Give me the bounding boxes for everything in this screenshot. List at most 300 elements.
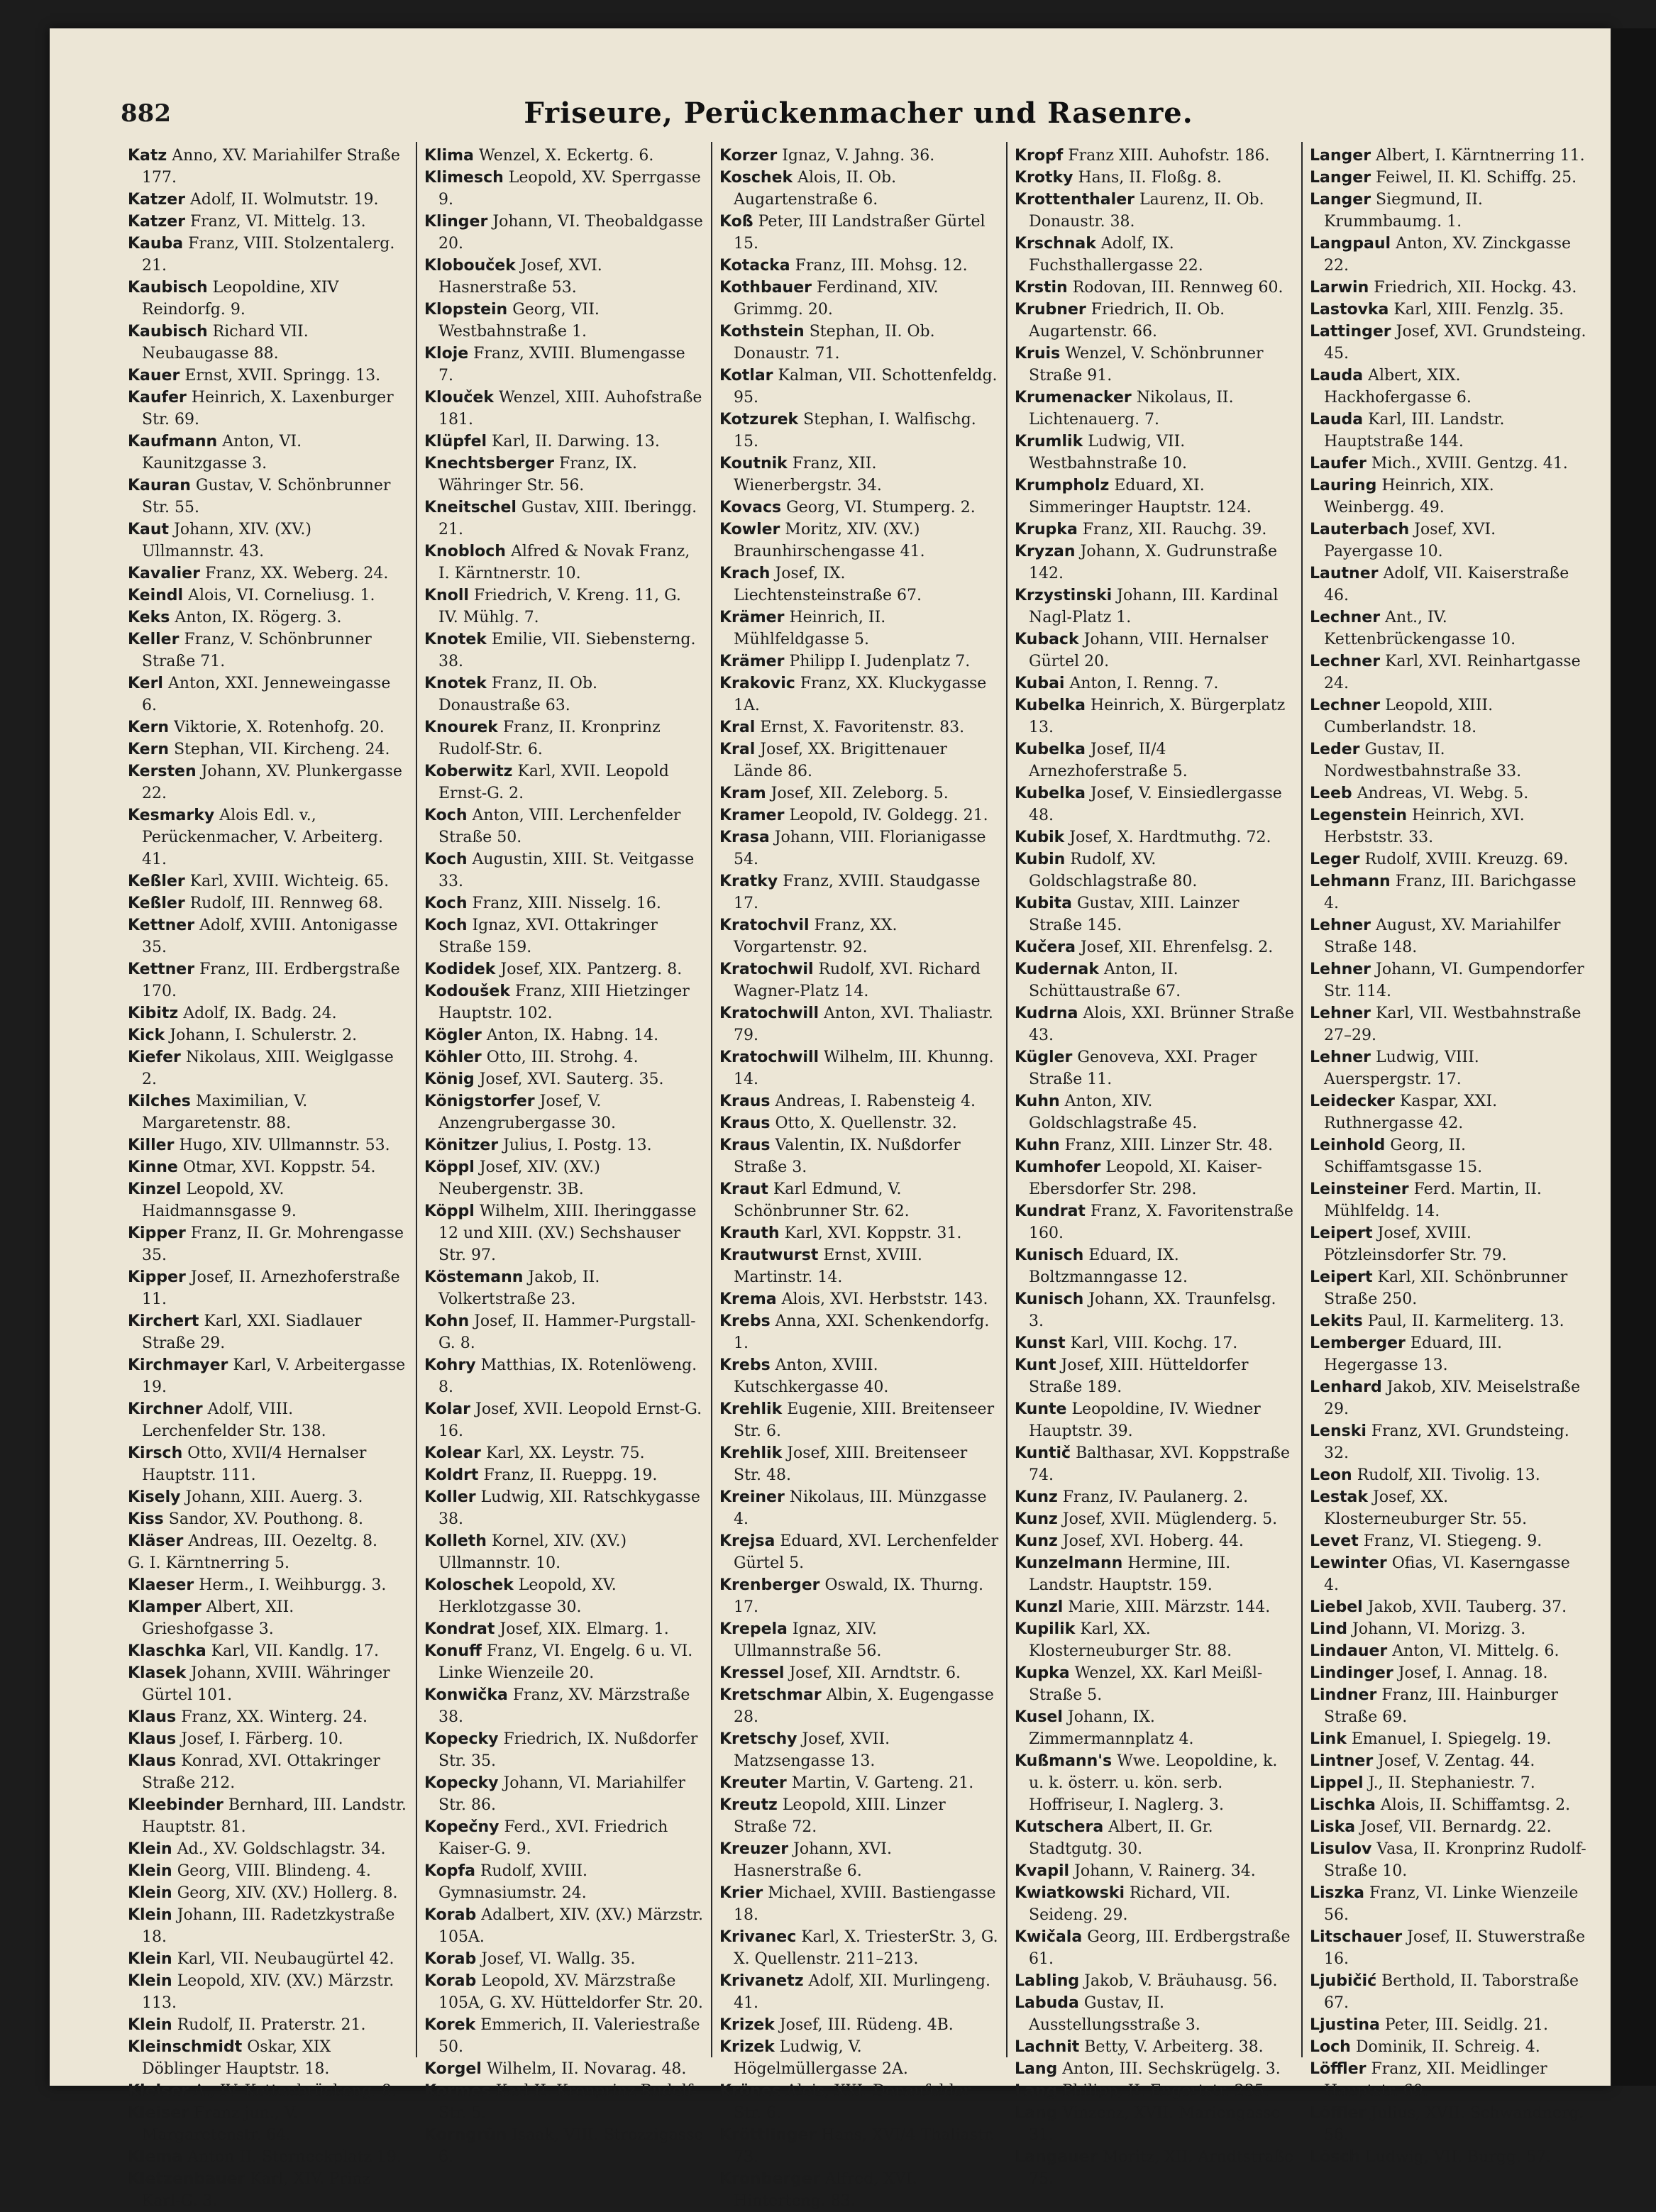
entry-name: Kirchert: [128, 1312, 199, 1330]
entry-name: Koloschek: [424, 1576, 514, 1594]
entry-details: Johann, XX. Traunfelsg. 3.: [1029, 1290, 1276, 1330]
entry-name: Kügler: [1015, 1049, 1073, 1066]
entry-name: Klaus: [128, 1752, 177, 1770]
directory-entry: [1310, 1772, 1589, 1794]
directory-entry: [424, 1310, 704, 1354]
directory-entry: [719, 2080, 999, 2124]
directory-entry: [424, 2014, 704, 2058]
directory-entry: [424, 1200, 704, 1266]
entry-details: Josef, II/4 Arnezhoferstraße 5.: [1029, 741, 1188, 780]
directory-entry: [128, 387, 409, 431]
entry-name: Kramer: [719, 807, 785, 824]
directory-entry: [128, 958, 409, 1002]
entry-details: Josef, V. Einsiedlergasse 48.: [1029, 785, 1282, 824]
directory-entry: [719, 1486, 999, 1530]
directory-entry: [128, 1838, 409, 1860]
entry-details: Peter, III. Seidlg. 21.: [1384, 2016, 1549, 2034]
directory-entry: [128, 739, 409, 761]
directory-entry: [424, 1442, 704, 1464]
directory-entry: [1310, 1310, 1589, 1332]
entry-name: Kinzel: [128, 1180, 182, 1198]
directory-entry: [424, 1728, 704, 1772]
directory-entry: [424, 1816, 704, 1860]
entry-details: Moritz, XIV. (XV.) Braunhirschengasse 41.: [734, 521, 925, 560]
directory-entry: [424, 1640, 704, 1684]
entry-name: Koß: [719, 213, 754, 231]
entry-details: Adolf, II. Wolmutstr. 19.: [190, 191, 379, 209]
entry-name: Lauda: [1310, 411, 1364, 428]
entry-details: Franz, III. Barichgasse 4.: [1324, 873, 1577, 912]
entry-name: Langpaul: [1310, 235, 1391, 253]
entry-details: Dominik, II. Schreig. 4.: [1355, 2038, 1540, 2056]
directory-entry: [1015, 1508, 1294, 1530]
entry-name: Kuntič: [1015, 1444, 1071, 1462]
entry-name: Legenstein: [1310, 807, 1408, 824]
entry-details: Georg, VI. Stumperg. 2.: [786, 499, 976, 516]
directory-entry: [1015, 1002, 1294, 1046]
entry-name: Kirsch: [128, 1444, 183, 1462]
directory-entry: [1310, 1794, 1589, 1816]
directory-entry: [1015, 2080, 1294, 2102]
directory-entry: [719, 1112, 999, 1134]
directory-entry: [1310, 695, 1589, 739]
entry-details: Josef, XVI. Sauterg. 35.: [479, 1071, 664, 1088]
entry-details: Franz, V. Schönbrunner Straße 71.: [142, 631, 372, 670]
entry-details: Johann, VI. Mariahilfer Str. 86.: [438, 1774, 685, 1814]
entry-details: Karl, XX. Leystr. 75.: [485, 1444, 645, 1462]
directory-entry: [1015, 1398, 1294, 1442]
directory-entry: [128, 233, 409, 277]
directory-column: [121, 142, 416, 2210]
directory-entry: [1015, 1552, 1294, 1596]
directory-entry: [128, 1222, 409, 1266]
entry-details: Josef, III. Rüdeng. 4B.: [779, 2016, 954, 2034]
entry-name: Kwiatkowski: [1015, 1884, 1125, 1902]
entry-details: Hermine, III. Landstr. Hauptstr. 159.: [1029, 1554, 1231, 1594]
entry-name: Kubelka: [1015, 697, 1086, 714]
entry-name: Ljustina: [1310, 2016, 1380, 2034]
entry-details: Anton, XIV. Goldschlagstraße 45.: [1029, 1093, 1198, 1132]
directory-entry: [128, 1354, 409, 1398]
directory-entry: [1310, 1662, 1589, 1684]
entry-name: Kutschera: [1015, 1818, 1104, 1836]
directory-entry: [128, 607, 409, 629]
entry-name: Korzer: [719, 147, 778, 165]
directory-entry: [1310, 409, 1589, 453]
entry-name: Kirchmayer: [128, 1356, 228, 1374]
entry-details: Balthasar, XVI. Koppstraße 74.: [1029, 1444, 1290, 1484]
entry-details: Heinrich, II. Mühlfeldgasse 5.: [734, 609, 886, 648]
directory-entry: [424, 1156, 704, 1200]
entry-details: Rudolf, XV. Goldschlagstraße 80.: [1029, 851, 1198, 890]
entry-details: Franz, XX. Vorgartenstr. 92.: [734, 917, 898, 956]
entry-name: Kleebinder: [128, 1796, 223, 1814]
entry-details: Alois, VI. Corneliusg. 1.: [188, 587, 375, 604]
directory-entry: [1015, 848, 1294, 892]
directory-entry: [128, 321, 409, 365]
entry-details: Franz, XX. Weberg. 24.: [204, 565, 389, 582]
entry-name: Krubner: [1015, 301, 1086, 319]
entry-name: Korek: [424, 2016, 476, 2034]
entry-name: Krotky: [1015, 169, 1073, 187]
directory-entry: [1310, 1420, 1589, 1464]
directory-entry: [719, 1530, 999, 1574]
entry-name: Kunte: [1015, 1400, 1067, 1418]
entry-details: Johann, VIII. Hernalser Gürtel 20.: [1029, 631, 1269, 670]
entry-name: Katzer: [128, 191, 185, 209]
entry-name: Liska: [1310, 1818, 1356, 1836]
entry-details: Georg, VII. Westbahnstraße 1.: [438, 301, 600, 341]
entry-details: Feiwel, II. Kl. Schiffg. 25.: [1376, 169, 1577, 187]
entry-details: Rudolf, II. Praterstr. 21.: [177, 2016, 366, 2034]
directory-entry: [1015, 1596, 1294, 1618]
entry-details: Oswald, IX. Thurng. 17.: [734, 1576, 984, 1616]
entry-name: Krumlik: [1015, 433, 1083, 450]
entry-name: Krönes: [719, 2082, 781, 2100]
directory-entry: [1310, 1178, 1589, 1222]
directory-entry: [1015, 1882, 1294, 1926]
entry-name: Klein: [128, 1884, 172, 1902]
entry-details: Franz, XV. Märzstraße 38.: [438, 1686, 690, 1726]
directory-entry: [128, 475, 409, 519]
directory-entry: [1310, 1002, 1589, 1046]
directory-entry: [128, 1508, 409, 1530]
entry-name: Lenhard: [1310, 1378, 1382, 1396]
directory-entry: [1015, 2102, 1294, 2146]
entry-name: Krasa: [719, 829, 770, 846]
entry-name: Keßler: [128, 873, 185, 890]
directory-entry: [424, 255, 704, 299]
directory-entry: [719, 1046, 999, 1090]
entry-name: Kleinschmidt: [128, 2038, 243, 2056]
entry-name: Kreuzer: [719, 1840, 789, 1858]
entry-name: Kvapil: [1015, 1862, 1070, 1880]
entry-name: Kudernak: [1015, 961, 1099, 978]
directory-entry: [1015, 519, 1294, 541]
entry-name: Kleiser: [128, 2082, 189, 2100]
entry-name: Leidecker: [1310, 1093, 1396, 1110]
entry-details: Anton, VI. Mittelg. 6.: [1392, 1642, 1560, 1660]
entry-name: Kunz: [1015, 1532, 1058, 1550]
entry-name: Knotek: [424, 675, 487, 692]
entry-name: Kovacs: [719, 499, 782, 516]
entry-details: Josef, XX. Klosterneuburger Str. 55.: [1324, 1488, 1528, 1528]
directory-entry: [1310, 914, 1589, 958]
directory-entry: [719, 1728, 999, 1772]
entry-details: Franz XIII. Auhofstr. 186.: [1068, 147, 1270, 165]
directory-entry: [1310, 453, 1589, 475]
entry-details: Siegmund, II. Krummbaumg. 1.: [1324, 191, 1483, 231]
entry-details: Josef, XVI. Hoberg. 44.: [1062, 1532, 1244, 1550]
entry-details: Johann, VI. Morizg. 3.: [1352, 1620, 1526, 1638]
entry-details: Karl, XII. Schönbrunner Straße 250.: [1324, 1268, 1568, 1308]
entry-details: Johann, XV. Plunkergasse 22.: [142, 763, 402, 802]
entry-name: Klobouček: [424, 257, 516, 275]
directory-entry: [1015, 1816, 1294, 1860]
entry-details: Otto, XVII/4 Hernalser Hauptstr. 111.: [142, 1444, 367, 1484]
entry-details: Franz, II. Gr. Mohrengasse 35.: [142, 1224, 404, 1264]
entry-details: Gustav, II. Ausstellungsstraße 3.: [1029, 1994, 1200, 2034]
entry-name: Kubai: [1015, 675, 1065, 692]
entry-name: Lisulov: [1310, 1840, 1372, 1858]
entry-details: Karl, XIII. Fenzlg. 35.: [1393, 301, 1564, 319]
entry-details: Josef, X. Hardtmuthg. 72.: [1069, 829, 1271, 846]
entry-name: Lindauer: [1310, 1642, 1388, 1660]
directory-entry: [1015, 2058, 1294, 2080]
entry-details: Ludwig, VII. Westbahnstraße 10.: [1029, 433, 1187, 472]
entry-name: Knechtsberger: [424, 455, 554, 472]
directory-entry: [719, 651, 999, 673]
directory-entry: [1310, 167, 1589, 189]
entry-name: Kaubisch: [128, 279, 208, 297]
entry-name: Koschek: [719, 169, 793, 187]
entry-details: Karl, X. TriesterStr. 3, G. X. Quellenstr. 211–213.: [734, 1928, 998, 1968]
directory-entry: [1015, 541, 1294, 585]
entry-details: Jakob, II. Volkertstraße 23.: [438, 1268, 600, 1308]
entry-name: Krauth: [719, 1224, 780, 1242]
entry-name: Lauda: [1310, 367, 1364, 385]
directory-entry: [128, 1090, 409, 1134]
directory-entry: [128, 145, 409, 189]
entry-details: Josef, II. Hammer-Purgstall-G. 8.: [438, 1312, 696, 1352]
entry-name: Kerl: [128, 675, 163, 692]
entry-details: Anton, IX. Rögerg. 3.: [175, 609, 342, 626]
entry-name: Kauer: [128, 367, 180, 385]
directory-entry: [128, 914, 409, 958]
entry-name: Leipert: [1310, 1224, 1373, 1242]
entry-name: Köppl: [424, 1158, 475, 1176]
entry-details: Friedrich, IX. Nußdorfer Str. 35.: [438, 1730, 698, 1770]
entry-name: Keindl: [128, 587, 184, 604]
directory-entry: [424, 848, 704, 892]
directory-entry: [424, 914, 704, 958]
entry-details: Johann, VI. Gumpendorfer Str. 114.: [1324, 961, 1584, 1000]
entry-name: Kumhofer: [1015, 1158, 1101, 1176]
entry-details: Nikolaus, XIII. Weiglgasse 2.: [142, 1049, 394, 1088]
entry-details: Ignaz, XVI. Ottakringer Straße 159.: [438, 917, 658, 956]
entry-name: Kneitschel: [424, 499, 517, 516]
entry-name: Lemberger: [1310, 1334, 1406, 1352]
directory-entry: [1015, 1706, 1294, 1750]
directory-column: [711, 142, 1006, 2210]
entry-details: Georg, XIV. (XV.) Hollerg. 8.: [177, 1884, 398, 1902]
entry-details: Karl, XVIII. Wichteig. 65.: [189, 873, 390, 890]
scan-background-edge: [1612, 28, 1656, 2086]
entry-name: Korngrün: [424, 2126, 507, 2144]
entry-details: Georg, VIII. Blindeng. 4.: [177, 1862, 371, 1880]
directory-entry: [128, 1266, 409, 1310]
directory-entry: [719, 1244, 999, 1288]
entry-name: Leipert: [1310, 1268, 1373, 1286]
directory-entry: [1015, 892, 1294, 936]
directory-entry: [424, 541, 704, 585]
entry-name: Kolar: [424, 1400, 471, 1418]
directory-entry: [1015, 1750, 1294, 1816]
directory-entry: [719, 1134, 999, 1178]
entry-name: Kupilik: [1015, 1620, 1076, 1638]
entry-details: Georg, III. Erdbergstraße 61.: [1029, 1928, 1291, 1968]
directory-entry: [719, 826, 999, 870]
entry-details: Anton II. Sterneckplatz 19.: [187, 2148, 402, 2166]
entry-details: Friedrich, V. Kreng. 11, G. IV. Mühlg. 7.: [438, 587, 681, 626]
entry-details: Wenzel, XX. Karl Meißl-Straße 5.: [1029, 1664, 1263, 1704]
entry-details: Ofias, VI. Kaserngasse 4.: [1324, 1554, 1570, 1594]
directory-entry: [719, 563, 999, 607]
directory-entry: [424, 2124, 704, 2168]
entry-details: Ernst, XVIII. Martinstr. 14.: [734, 1246, 922, 1286]
entry-name: Levet: [1310, 1532, 1359, 1550]
directory-entry: [424, 1464, 704, 1486]
entry-details: Josef, IX. Liechtensteinstraße 67.: [734, 565, 922, 604]
entry-name: Lautner: [1310, 565, 1379, 582]
directory-entry: [1310, 783, 1589, 804]
directory-entry: [1015, 1970, 1294, 1992]
entry-name: Krumpholz: [1015, 477, 1110, 494]
entry-details: Albert, I. Kärntnerring 11.: [1376, 147, 1585, 165]
entry-details: August, XV. Mariahilfer Straße 148.: [1324, 917, 1561, 956]
entry-name: Kraus: [719, 1137, 771, 1154]
entry-name: Kothstein: [719, 323, 805, 341]
directory-entry: [719, 673, 999, 717]
directory-entry: [128, 1640, 409, 1662]
entry-details: Valentin, IX. Nußdorfer Straße 3.: [734, 1137, 961, 1176]
entry-name: Kratochwil: [719, 961, 814, 978]
entry-details: Rodovan, III. Rennweg 60.: [1072, 279, 1284, 297]
entry-name: Lang: [1015, 2082, 1058, 2100]
directory-entry: [128, 1530, 409, 1552]
directory-entry: [128, 1882, 409, 1904]
directory-entry: [1015, 475, 1294, 519]
directory-columns: [121, 142, 1596, 2210]
directory-entry: [128, 585, 409, 607]
entry-details: Josef, XVI. Grundsteing. 45.: [1324, 323, 1586, 363]
entry-name: Lastovka: [1310, 301, 1389, 319]
directory-entry: [128, 1398, 409, 1442]
directory-entry: [128, 1134, 409, 1156]
entry-details: Leopold, XIII. Cumberlandstr. 18.: [1324, 697, 1494, 736]
directory-entry: [1015, 1332, 1294, 1354]
entry-name: Kipper: [128, 1224, 186, 1242]
entry-name: Knoll: [424, 587, 469, 604]
directory-entry: [1310, 1596, 1589, 1618]
entry-name: Leger: [1310, 851, 1360, 868]
entry-name: Lehmann: [1310, 873, 1391, 890]
entry-details: Josef, XIII. Hütteldorfer Straße 189.: [1029, 1356, 1249, 1396]
entry-name: Kesmarky: [128, 807, 215, 824]
directory-entry: [719, 277, 999, 321]
entry-details: Josef, XVI. Hasnerstraße 53.: [438, 257, 602, 297]
directory-entry: [128, 1310, 409, 1354]
entry-details: Wenzel, V. Schönbrunner Straße 91.: [1029, 345, 1264, 385]
entry-details: Otto, III. Strohg. 4.: [486, 1049, 639, 1066]
directory-entry: [424, 1530, 704, 1574]
directory-entry: [128, 1156, 409, 1178]
entry-details: Anton, II. Schüttaustraße 67.: [1029, 961, 1181, 1000]
entry-details: Ludwig, VII. Burgg. 57.: [1364, 2148, 1551, 2166]
entry-name: Krenberger: [719, 1576, 820, 1594]
entry-details: Emilie, VII. Siebensterng. 38.: [438, 631, 696, 670]
directory-entry: [1310, 2014, 1589, 2036]
entry-details: Herm., I. Weihburgg. 3.: [199, 1576, 387, 1594]
entry-name: Kauba: [128, 235, 184, 253]
directory-entry: [424, 299, 704, 343]
directory-entry: [424, 497, 704, 541]
entry-details: Otto, X. Quellenstr. 32.: [775, 1115, 957, 1132]
directory-entry: [424, 892, 704, 914]
directory-entry: [1015, 673, 1294, 695]
entry-details: Josef, XX. Brigittenauer Lände 86.: [734, 741, 947, 780]
entry-name: Kuhn: [1015, 1137, 1060, 1154]
entry-name: Kettner: [128, 961, 195, 978]
entry-name: Kettner: [128, 917, 195, 934]
directory-entry: [1310, 1684, 1589, 1728]
entry-name: Kundrat: [1015, 1202, 1086, 1220]
entry-details: Stephan, VII. Kircheng. 24.: [174, 741, 390, 758]
directory-entry: [719, 1794, 999, 1838]
entry-details: Karl, VII. Neubaugürtel 42.: [177, 1950, 394, 1968]
directory-entry: [1015, 695, 1294, 739]
directory-entry: [128, 1794, 409, 1838]
entry-details: Ernst, X. Favoritenstr. 83.: [760, 719, 965, 736]
entry-name: Kläser: [128, 1532, 184, 1550]
entry-name: Kirchner: [128, 1400, 203, 1418]
entry-details: Ludwig, V. Högelmüllergasse 2A.: [734, 2038, 908, 2078]
directory-entry: [128, 2014, 409, 2036]
entry-name: Kopečny: [424, 1818, 499, 1836]
directory-entry: [1310, 277, 1589, 299]
entry-name: Kowler: [719, 521, 780, 538]
entry-name: Krehlik: [719, 1444, 783, 1462]
directory-entry: [128, 1596, 409, 1640]
entry-name: Ljubičić: [1310, 1972, 1377, 1990]
entry-name: Langer: [1310, 169, 1371, 187]
directory-entry: [128, 1486, 409, 1508]
entry-name: Krämer: [719, 653, 785, 670]
directory-entry: [719, 1970, 999, 2014]
entry-details: Josef, XIX. Elmarg. 1.: [499, 1620, 669, 1638]
directory-entry: [719, 1574, 999, 1618]
entry-details: Eduard, XVI. Lerchenfelder Gürtel 5.: [734, 1532, 999, 1572]
directory-entry: [1015, 2036, 1294, 2058]
directory-entry: [128, 717, 409, 739]
entry-details: Karl, XX. Klosterneuburger Str. 88.: [1029, 1620, 1232, 1660]
entry-name: Kupka: [1015, 1664, 1070, 1682]
entry-name: Kaut: [128, 521, 170, 538]
directory-entry: [1015, 1662, 1294, 1706]
entry-name: Kunzelmann: [1015, 1554, 1123, 1572]
entry-name: Keßler: [128, 895, 185, 912]
entry-name: Leeb: [1310, 785, 1352, 802]
entry-details: Ignaz, V. Jahng. 36.: [782, 147, 935, 165]
entry-name: Kubelka: [1015, 741, 1086, 758]
directory-entry: [424, 1684, 704, 1728]
entry-name: Lehner: [1310, 1005, 1371, 1022]
directory-entry: [1310, 145, 1589, 167]
entry-name: Kratochwill: [719, 1005, 819, 1022]
directory-entry: [1310, 2036, 1589, 2058]
entry-details: Gustav, XIII. Lainzer Straße 145.: [1029, 895, 1240, 934]
entry-details: Josef, II. Arnezhoferstraße 11.: [142, 1268, 400, 1308]
entry-name: Lattinger: [1310, 323, 1391, 341]
entry-name: Kauran: [128, 477, 191, 494]
directory-entry: [1015, 1244, 1294, 1288]
directory-entry: [1310, 1222, 1589, 1266]
entry-details: Nikolaus, II. Lichtenauerg. 7.: [1029, 389, 1234, 428]
directory-entry: [1015, 1134, 1294, 1156]
entry-details: Andreas, I. Rabensteig 4.: [775, 1093, 976, 1110]
directory-entry: [128, 761, 409, 804]
entry-name: Krier: [719, 1884, 763, 1902]
